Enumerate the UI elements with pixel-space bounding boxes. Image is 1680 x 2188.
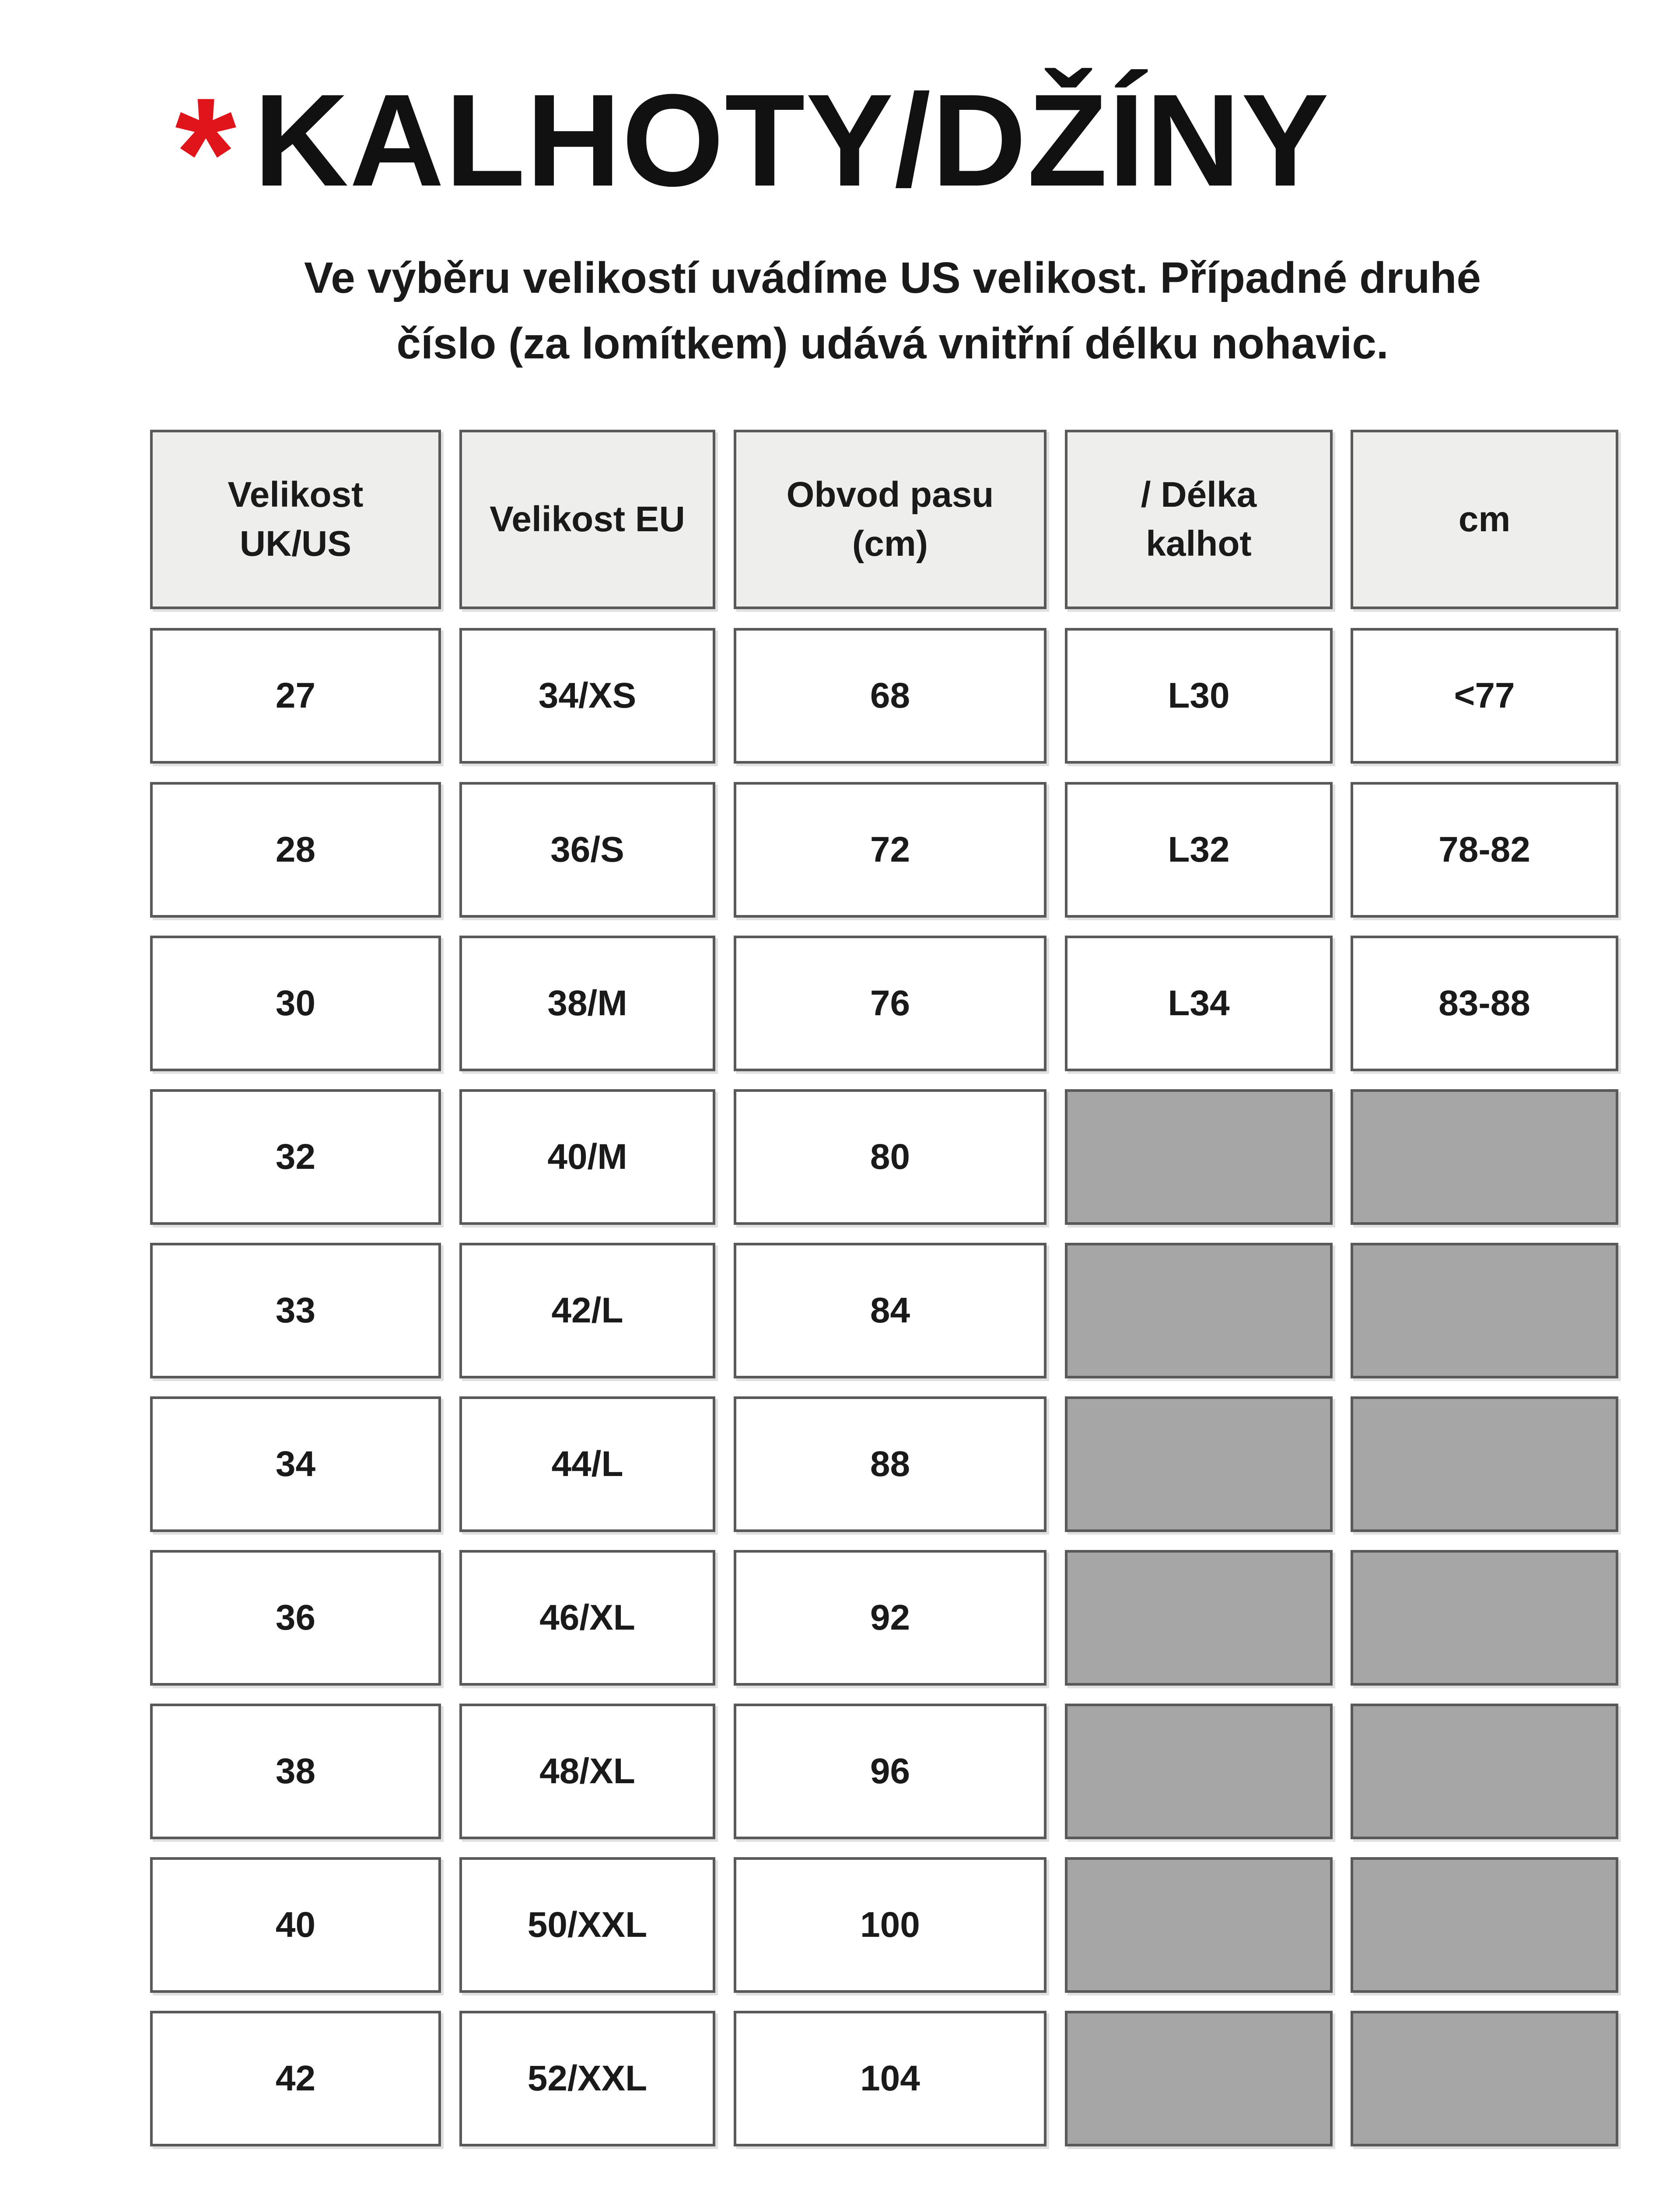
table-cell: 34 xyxy=(150,1396,441,1532)
table-cell: 36 xyxy=(150,1550,441,1686)
header-line: cm xyxy=(1458,499,1511,539)
table-cell: 88 xyxy=(734,1396,1046,1532)
table-cell: 48/XL xyxy=(459,1704,715,1839)
table-cell: L30 xyxy=(1065,628,1333,764)
subtitle-line-1: Ve výběru velikostí uvádíme US velikost. Případné druhé xyxy=(304,253,1481,302)
header-line: (cm) xyxy=(852,524,928,564)
table-cell: 40 xyxy=(150,1857,441,1993)
title-text: KALHOTY/DŽÍNY xyxy=(254,67,1330,214)
table-cell: 84 xyxy=(734,1243,1046,1378)
table-cell: 104 xyxy=(734,2011,1046,2146)
table-cell-empty xyxy=(1065,1704,1333,1839)
table-cell: 44/L xyxy=(459,1396,715,1532)
table-cell: 80 xyxy=(734,1089,1046,1225)
table-cell: 100 xyxy=(734,1857,1046,1993)
table-cell-empty xyxy=(1351,1704,1618,1839)
table-cell-empty xyxy=(1351,1857,1618,1993)
subtitle-line-2: číslo (za lomítkem) udává vnitřní délku nohavic. xyxy=(396,319,1389,368)
header-size-eu xyxy=(459,430,715,609)
table-cell: 28 xyxy=(150,782,441,918)
table-cell: 92 xyxy=(734,1550,1046,1686)
table-cell: 34/XS xyxy=(459,628,715,764)
table-cell: 52/XXL xyxy=(459,2011,715,2146)
header-size-uk-us xyxy=(150,430,441,609)
table-cell: 50/XXL xyxy=(459,1857,715,1993)
table-cell: 36/S xyxy=(459,782,715,918)
header-cm xyxy=(1351,430,1618,609)
table-cell-empty xyxy=(1065,1243,1333,1378)
table-cell: L32 xyxy=(1065,782,1333,918)
table-cell: 42 xyxy=(150,2011,441,2146)
table-cell: 40/M xyxy=(459,1089,715,1225)
header-line: Obvod pasu xyxy=(786,475,994,515)
table-cell: L34 xyxy=(1065,936,1333,1071)
table-cell-empty xyxy=(1351,1089,1618,1225)
table-cell: 68 xyxy=(734,628,1046,764)
table-cell-empty xyxy=(1065,1396,1333,1532)
header-waist xyxy=(734,430,1046,609)
table-cell: 30 xyxy=(150,936,441,1071)
table-cell-empty xyxy=(1065,1089,1333,1225)
table-cell: 27 xyxy=(150,628,441,764)
header-line: Velikost xyxy=(228,475,364,515)
table-cell: 32 xyxy=(150,1089,441,1225)
asterisk-icon: * xyxy=(175,65,237,241)
table-cell: 83-88 xyxy=(1351,936,1618,1071)
table-cell: 38/M xyxy=(459,936,715,1071)
table-cell-empty xyxy=(1351,1243,1618,1378)
table-cell-empty xyxy=(1351,2011,1618,2146)
table-cell: 76 xyxy=(734,936,1046,1071)
header-line: / Délka xyxy=(1141,475,1257,515)
table-cell: <77 xyxy=(1351,628,1618,764)
header-line: UK/US xyxy=(239,524,352,564)
table-cell-empty xyxy=(1065,2011,1333,2146)
table-cell: 72 xyxy=(734,782,1046,918)
header-length xyxy=(1065,430,1333,609)
table-cell: 96 xyxy=(734,1704,1046,1839)
table-cell: 42/L xyxy=(459,1243,715,1378)
table-cell-empty xyxy=(1065,1550,1333,1686)
header-line: Velikost EU xyxy=(490,499,685,539)
table-cell-empty xyxy=(1065,1857,1333,1993)
table-cell: 33 xyxy=(150,1243,441,1378)
table-cell: 78-82 xyxy=(1351,782,1618,918)
table-cell: 46/XL xyxy=(459,1550,715,1686)
table-cell: 38 xyxy=(150,1704,441,1839)
table-cell-empty xyxy=(1351,1550,1618,1686)
header-line: kalhot xyxy=(1146,524,1252,564)
table-cell-empty xyxy=(1351,1396,1618,1532)
